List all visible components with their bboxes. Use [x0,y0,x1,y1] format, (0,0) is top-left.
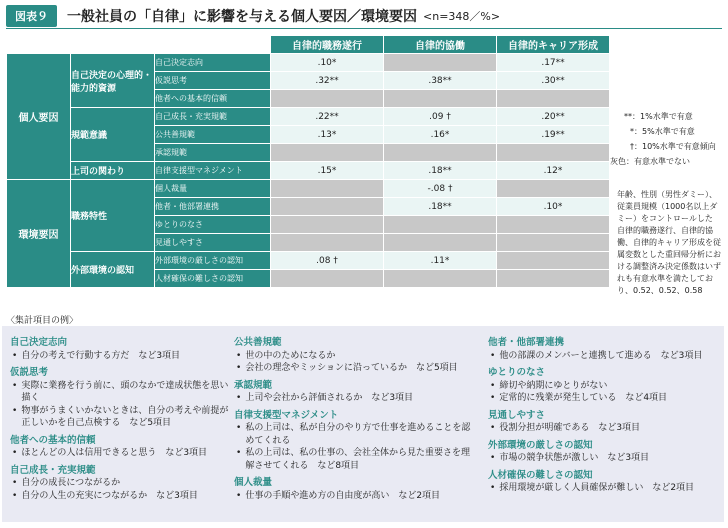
example-category: 個人裁量 [234,477,273,488]
factor-group: 個人要因 [7,54,71,180]
legend-item: **：1%水準で有意 [624,112,693,121]
bullet-icon: • [12,380,18,391]
coefficient-cell: .12* [497,162,610,180]
example-item [488,380,720,393]
header-blank [7,36,271,54]
coefficient-cell [384,270,497,288]
bullet-icon: • [236,393,242,403]
example-item [10,490,235,503]
example-item-text: 自分の考えで行動する方だ など3項目 [21,350,181,361]
bullet-icon: • [490,453,496,463]
bullet-icon: • [490,350,496,361]
coefficient-cell [497,252,610,270]
example-item [10,350,235,363]
examples-column [10,332,235,502]
example-item-text: 市場の競争状態が激しい など3項目 [499,453,650,463]
coefficient-cell [271,216,384,234]
coefficient-cell [497,234,610,252]
table-row [7,180,610,198]
factor-label: 自律支援型マネジメント [155,162,271,180]
coefficient-cell: .32** [271,72,384,90]
factor-label: 承認規範 [155,144,271,162]
example-item [488,482,720,495]
bullet-icon: • [490,393,496,403]
legend-item: 灰色：有意水準でない [610,157,690,166]
coefficient-cell [497,90,610,108]
example-category: 人材確保の難しさの認知 [488,469,593,481]
bullet-icon: • [490,380,496,391]
example-category: 自律支援型マネジメント [234,409,339,421]
col-header: 自律的職務遂行 [271,36,384,54]
coefficient-cell [271,144,384,162]
coefficient-cell [271,180,384,198]
bullet-icon: • [12,490,18,501]
example-category: 自己成長・充実規範 [10,464,96,476]
example-item-text: 役割分担が明確である など3項目 [499,423,641,433]
coefficient-cell: .19** [497,126,610,144]
factor-label: 見通しやすさ [155,234,271,252]
factor-label: ゆとりのなさ [155,216,271,234]
legend-item: *：5%水準で有意 [630,127,695,136]
example-item [488,452,720,465]
example-item-text: 採用環境が厳しく人員確保が難しい など2項目 [499,483,695,493]
factor-subgroup: 外部環境の認知 [71,252,155,288]
coefficient-cell [497,180,610,198]
col-header: 自律的協働 [384,36,497,54]
example-item-text: 自分の人生の充実につながるか など3項目 [21,490,198,501]
coefficient-cell [271,90,384,108]
figure-number-badge: 図表９ [6,5,57,27]
example-item-text: 自分の成長につながるか [21,478,121,488]
coefficient-cell [497,144,610,162]
factor-label: 公共善規範 [155,126,271,144]
example-item [234,362,474,375]
example-item [234,447,474,472]
bullet-icon: • [12,405,18,416]
figure-title-row [6,5,500,27]
bullet-icon: • [236,490,242,501]
coefficient-cell [384,216,497,234]
example-item-text: 私の上司は、私が自分のやり方で仕事を進めることを認めてくれる [245,423,471,446]
title-divider [6,28,722,29]
coefficient-cell [384,90,497,108]
example-category: 自己決定志向 [10,337,68,348]
coefficient-cell [384,234,497,252]
factor-label: 自己決定志向 [155,54,271,72]
coefficient-cell: .22** [271,108,384,126]
bullet-icon: • [236,448,242,458]
examples-label: 〈集計項目の例〉 [6,316,79,326]
example-category: 他者・他部署連携 [488,337,565,348]
example-item [488,350,720,363]
coefficient-cell: .30** [497,72,610,90]
factor-label: 外部環境の厳しさの認知 [155,252,271,270]
factor-group: 環境要因 [7,180,71,288]
example-item [488,392,720,405]
table-row [7,54,610,72]
bullet-icon: • [490,423,496,433]
example-item [234,392,474,405]
coefficient-cell: .08 † [271,252,384,270]
example-item [10,447,235,460]
factor-label: 個人裁量 [155,180,271,198]
factor-subgroup: 規範意識 [71,108,155,162]
example-item-text: 会社の理念やミッションに沿っているか など5項目 [245,363,458,373]
example-item-text: 締切や納期にゆとりがない [499,380,608,391]
coefficient-cell: .09 † [384,108,497,126]
examples-panel [2,326,724,522]
example-item [10,380,235,405]
coefficient-cell: .20** [497,108,610,126]
bullet-icon: • [236,363,242,373]
examples-column [234,332,474,502]
coefficient-cell: .16* [384,126,497,144]
coefficient-cell [384,54,497,72]
example-category: 見通しやすさ [488,409,546,421]
examples-column [488,332,720,495]
example-item-text: 実際に業務を行う前に、頭のなかで達成状態を思い描く [21,380,229,403]
factor-label: 人材確保の難しさの認知 [155,270,271,288]
analysis-note: 年齢、性別（男性ダミー）、従業員規模（1000名以上ダミー）をコントロールした 自律的職務遂行、自律的協働、自律的キャリア形成を従属変数とした重回帰分析における調整済み決定係数はいずれも有意水準を満たしており、0.52、0.52、0.58 [617,190,721,295]
coefficient-cell [384,144,497,162]
factor-subgroup: 職務特性 [71,180,155,252]
example-item [488,422,720,435]
coefficient-cell: .15* [271,162,384,180]
coefficient-cell [271,234,384,252]
table-row [7,108,610,126]
coefficient-cell: .10* [497,198,610,216]
example-item-text: 世の中のためになるか [245,350,336,361]
coefficient-cell: .10* [271,54,384,72]
factor-label: 他者への基本的信頼 [155,90,271,108]
table-row [7,162,610,180]
example-category: ゆとりのなさ [488,367,546,378]
example-item-text: 物事がうまくいかないときは、自分の考えや前提が正しいかを自己点検する など5項目 [21,405,229,428]
coefficient-cell [497,270,610,288]
example-item-text: ほとんどの人は信用できると思う など3項目 [21,448,208,458]
example-item [234,422,474,447]
coefficient-cell: .38** [384,72,497,90]
col-header: 自律的キャリア形成 [497,36,610,54]
coefficient-cell: .18** [384,198,497,216]
factor-label: 他者・他部署連携 [155,198,271,216]
regression-table [6,35,610,288]
example-item-text: 定常的に残業が発生している など4項目 [499,393,668,403]
example-category: 承認規範 [234,379,273,391]
bullet-icon: • [236,423,242,433]
example-item [234,350,474,363]
legend-item: †：10%水準で有意傾向 [630,142,716,151]
coefficient-cell: .17** [497,54,610,72]
example-item-text: 他の部課のメンバーと連携して進める など3項目 [499,350,703,361]
sample-size: <n=348／%> [423,10,501,23]
example-category: 仮説思考 [10,367,49,378]
bullet-icon: • [490,483,496,493]
example-item-text: 仕事の手順や進め方の自由度が高い など2項目 [245,490,441,501]
coefficient-cell [271,270,384,288]
example-item [10,477,235,490]
example-category: 公共善規範 [234,337,282,348]
significance-legend [610,109,716,169]
example-category: 外部環境の厳しさの認知 [488,439,593,451]
example-category: 他者への基本的信頼 [10,434,96,446]
bullet-icon: • [236,350,242,361]
coefficient-cell [497,216,610,234]
coefficient-cell [271,198,384,216]
coefficient-cell: .11* [384,252,497,270]
bullet-icon: • [12,478,18,488]
factor-subgroup: 上司の関わり [71,162,155,180]
example-item [10,405,235,430]
coefficient-cell: .13* [271,126,384,144]
figure-title: 一般社員の「自律」に影響を与える個人要因／環境要因 [67,9,417,25]
example-item [234,490,474,503]
factor-label: 自己成長・充実規範 [155,108,271,126]
example-item-text: 私の上司は、私の仕事の、会社全体から見た重要さを理解させてくれる など8項目 [245,448,470,471]
coefficient-cell: -.08 † [384,180,497,198]
factor-subgroup: 自己決定の心理的・能力的資源 [71,54,155,108]
coefficient-cell: .18** [384,162,497,180]
bullet-icon: • [12,448,18,458]
bullet-icon: • [12,350,18,361]
example-item-text: 上司や会社から評価されるか など3項目 [245,393,414,403]
factor-label: 仮説思考 [155,72,271,90]
table-row [7,252,610,270]
